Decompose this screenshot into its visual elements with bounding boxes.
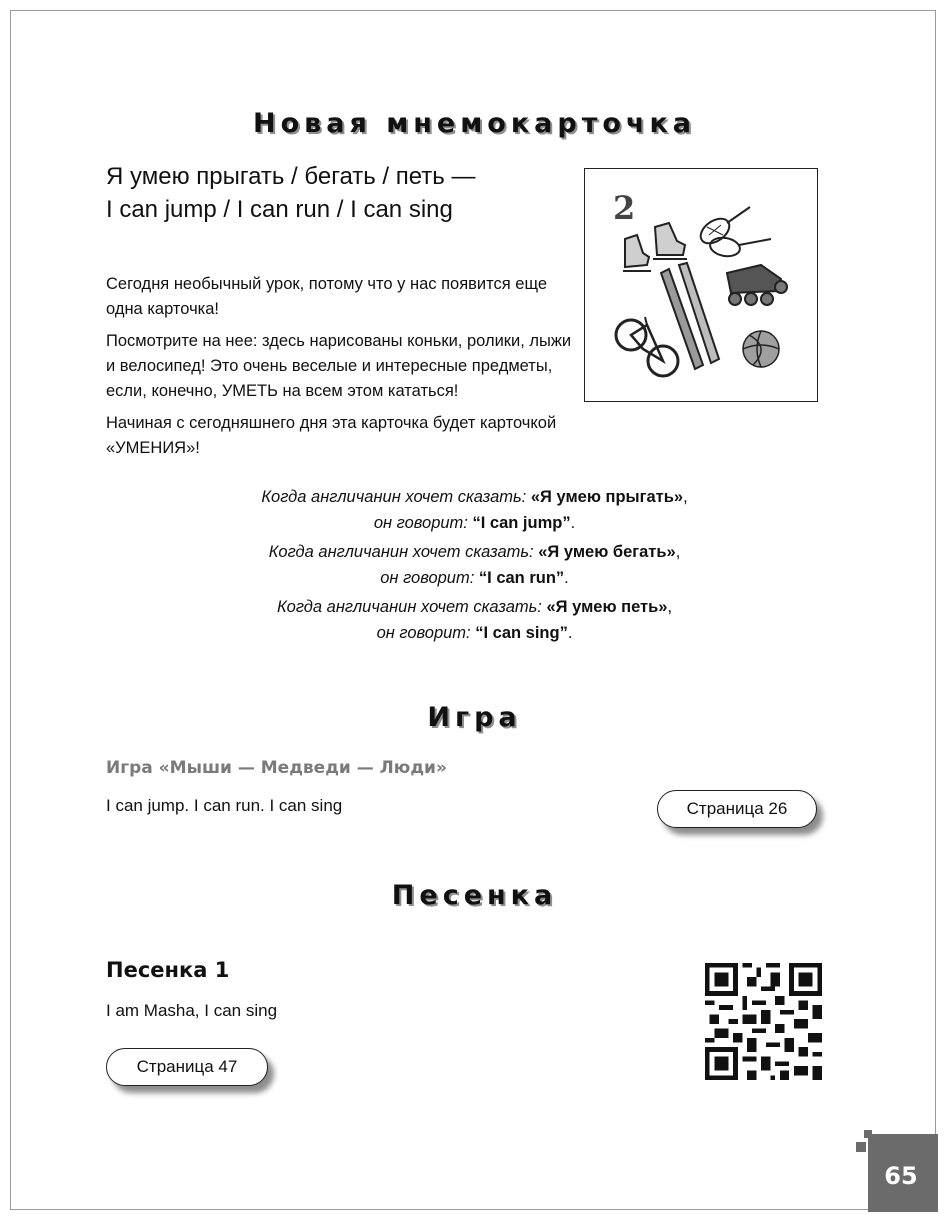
sports-equipment-illustration: [585, 169, 817, 401]
card-title-line-en: I can jump / I can run / I can sing: [106, 196, 453, 223]
qr-code-icon[interactable]: [705, 963, 822, 1080]
skis-icon: [661, 263, 719, 369]
ice-skates-icon: [623, 223, 687, 271]
game-text: I can jump. I can run. I can sing: [106, 796, 343, 815]
quote-english: “I can run”: [478, 569, 565, 587]
card-title-line-ru: Я умею прыгать / бегать / петь —: [106, 163, 476, 190]
quote-comma: ,: [675, 543, 681, 561]
quote-period: .: [570, 514, 576, 532]
section-heading-new-card: Новая мнемокарточка: [253, 108, 696, 139]
mnemonic-card-image: [584, 168, 818, 402]
quote-period: .: [567, 624, 573, 642]
quote-jump: [0, 484, 949, 536]
tab-decoration: [856, 1142, 866, 1152]
basketball-icon: [743, 331, 779, 367]
tennis-racket-icon: [696, 207, 771, 258]
quote-intro: Когда англичанин хочет сказать:: [268, 543, 534, 561]
paragraph-intro: Сегодня необычный урок, потому что у нас появится еще одна карточка!: [106, 275, 548, 318]
bicycle-icon: [616, 317, 678, 376]
paragraph-skills: Начиная с сегодняшнего дня эта карточка будет карточкой «УМЕНИЯ»!: [106, 414, 557, 457]
quote-says: он говорит:: [380, 569, 475, 587]
quote-english: “I can sing”: [475, 624, 568, 642]
section-heading-song: Песенка: [391, 880, 558, 911]
quote-run: [0, 539, 949, 591]
quote-intro: Когда англичанин хочет сказать:: [276, 598, 542, 616]
game-subheading: Игра «Мыши — Медведи — Люди»: [106, 758, 447, 778]
roller-skates-icon: [727, 265, 787, 305]
page-47-button[interactable]: Страница 47: [106, 1048, 268, 1086]
card-number: 2: [613, 189, 636, 227]
quote-says: он говорит:: [376, 624, 471, 642]
song-subheading: Песенка 1: [106, 958, 230, 982]
paragraph-look: Посмотрите на нее: здесь нарисованы коньки, ролики, лыжи и велосипед! Это очень веселые и интересные предметы, если, конечно, УМЕТЬ на всем этом кататься!: [106, 332, 572, 400]
quote-russian: «Я умею петь»: [546, 598, 668, 616]
quote-intro: Когда англичанин хочет сказать:: [261, 488, 527, 506]
quote-comma: ,: [667, 598, 673, 616]
page-number-tab: [868, 1134, 938, 1212]
quote-russian: «Я умею бегать»: [538, 543, 676, 561]
quote-says: он говорит:: [373, 514, 468, 532]
quote-comma: ,: [683, 488, 688, 506]
quote-english: “I can jump”: [472, 514, 571, 532]
page-number: 65: [884, 1162, 918, 1190]
section-heading-game: Игра: [427, 702, 522, 733]
quote-sing: [0, 594, 949, 646]
song-text: I am Masha, I can sing: [106, 1001, 278, 1020]
quote-period: .: [564, 569, 569, 587]
tab-decoration: [864, 1130, 872, 1138]
page-26-button[interactable]: Страница 26: [657, 790, 817, 828]
quote-russian: «Я умею прыгать»: [530, 488, 684, 506]
card-title: [106, 160, 475, 226]
